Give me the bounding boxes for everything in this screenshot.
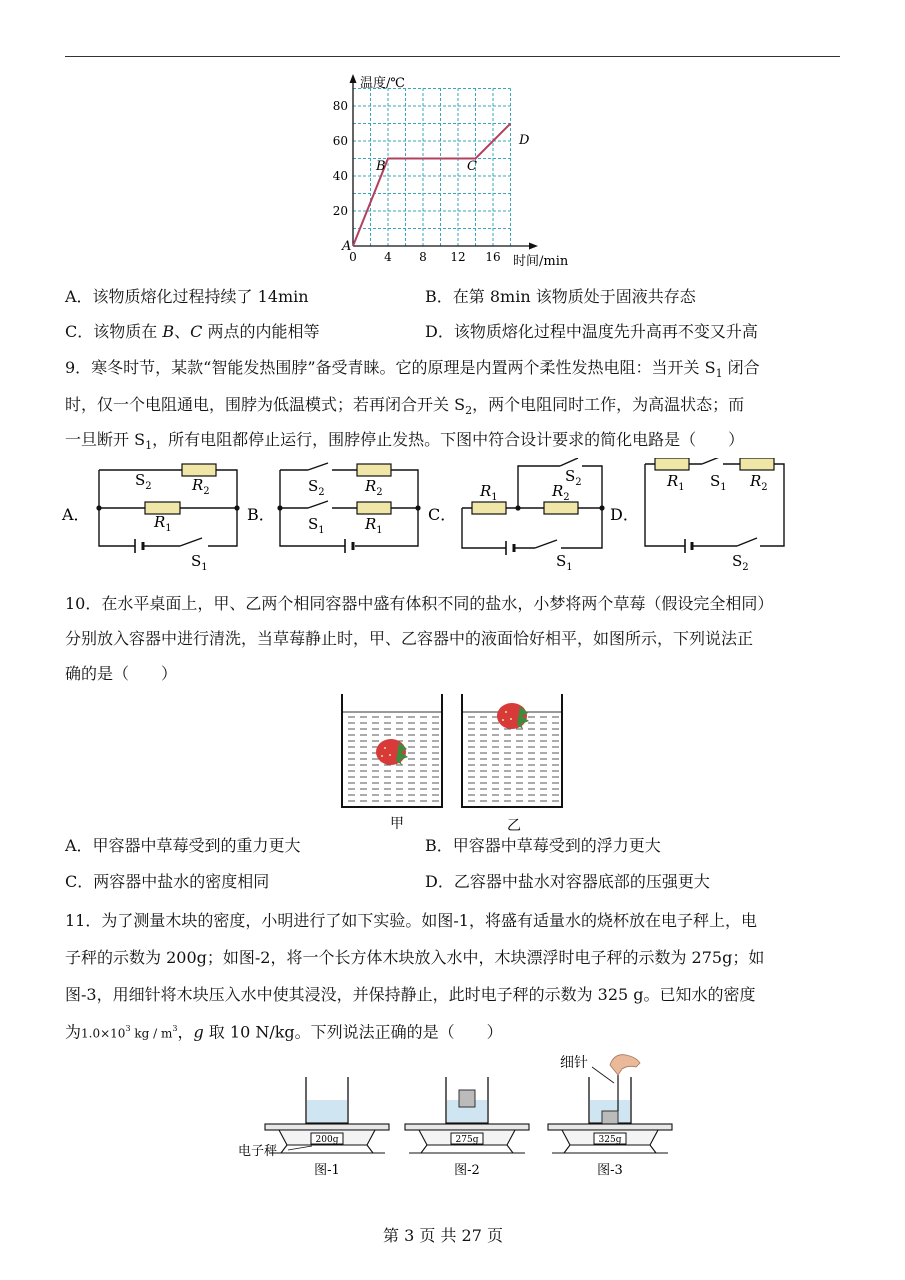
q10-line-3: 确的是（ ） — [65, 664, 178, 683]
q9-line-1: 9．寒冬时节，某款“智能发热围脖”备受青睐。它的原理是内置两个柔性发热电阻：当开关 $S_1$ 闭合 — [65, 358, 760, 381]
circuit-a-switch-s1 — [180, 538, 202, 546]
q11-line-4: 为$1.0\times 10^3$ kg / $m^3$，g 取 10 N/kg。下列说法正确的是（ ） — [65, 1022, 503, 1042]
svg-text:S1: $S_1$ — [191, 552, 208, 573]
scale-platform — [265, 1124, 389, 1130]
svg-text:R1: $R_1$ — [154, 513, 172, 534]
x-tick-label: 12 — [450, 250, 466, 264]
circuit-c-r2 — [544, 502, 578, 514]
page-footer: 第 3 页 共 27 页 — [383, 1226, 503, 1245]
y-tick-label: 60 — [332, 134, 348, 148]
svg-text:R2: $R_2$ — [552, 482, 570, 503]
x-tick-label: 16 — [485, 250, 501, 264]
x-tick-label: 8 — [419, 250, 427, 264]
option-b-label: B． — [247, 505, 275, 524]
scale-label-pointer — [288, 1146, 312, 1150]
svg-text:R1: $R_1$ — [480, 482, 498, 503]
svg-text:S1: $S_1$ — [308, 515, 325, 536]
x-tick-label: 4 — [384, 250, 392, 264]
wood-block — [459, 1090, 475, 1107]
svg-text:R1: $R_1$ — [365, 515, 383, 536]
y-tick-label: 40 — [332, 169, 348, 183]
circuit-d-switch-s2 — [737, 538, 757, 546]
point-label-d: D — [519, 133, 530, 148]
svg-text:S1: $S_1$ — [710, 472, 727, 493]
q10-line-1: 10．在水平桌面上，甲、乙两个相同容器中盛有体积不同的盐水，小梦将两个草莓（假设完全相同） — [65, 594, 774, 613]
q10-line-2: 分别放入容器中进行清洗，当草莓静止时，甲、乙容器中的液面恰好相平，如图所示，下列说法正 — [65, 629, 754, 648]
svg-text:R2: $R_2$ — [750, 472, 768, 493]
figure-label: 图-1 — [314, 1163, 340, 1178]
label-yi: 乙 — [507, 818, 521, 834]
svg-text:S2: $S_2$ — [135, 471, 152, 492]
y-tick-label: 80 — [332, 99, 348, 113]
scale-platform — [405, 1124, 529, 1130]
q10-option-b: B．甲容器中草莓受到的浮力更大 — [425, 836, 661, 855]
x-axis-label: 时间/min — [513, 254, 569, 269]
svg-text:S2: $S_2$ — [732, 552, 749, 573]
scale-figure-3 — [548, 1077, 672, 1178]
q8-option-d: D．该物质熔化过程中温度先升高再不变又升高 — [425, 322, 758, 341]
hand-icon — [610, 1055, 640, 1075]
circuit-d-r2 — [740, 458, 774, 470]
svg-text:S1: $S_1$ — [556, 552, 573, 573]
svg-text:R2: $R_2$ — [365, 477, 383, 498]
q8-option-a: A．该物质熔化过程持续了 14min — [65, 287, 309, 306]
circuit-b-switch-s1 — [308, 501, 328, 508]
q11-line-1: 11．为了测量木块的密度，小明进行了如下实验。如图-1，将盛有适量水的烧杯放在电子秤上，电 — [65, 911, 757, 930]
circuit-b-switch-s2 — [308, 463, 328, 470]
q10-containers — [335, 690, 570, 835]
temperature-curve — [353, 124, 511, 247]
option-a-label: A． — [62, 505, 90, 524]
q10-option-a: A．甲容器中草莓受到的重力更大 — [65, 836, 301, 855]
scale-label: 电子秤 — [238, 1144, 278, 1159]
point-label-c: C — [467, 159, 477, 174]
needle-label-pointer — [592, 1067, 614, 1083]
y-tick-label: 20 — [332, 204, 348, 218]
scale-reading: 325g — [598, 1135, 622, 1145]
q10-option-c: C．两容器中盐水的密度相同 — [65, 872, 270, 891]
circuit-d-switch-s1 — [702, 458, 722, 464]
scale-figure-2 — [405, 1077, 529, 1178]
y-axis-label: 温度/℃ — [360, 76, 405, 91]
svg-text:S2: $S_2$ — [565, 467, 582, 488]
q9-circuits — [60, 458, 805, 576]
point-label-b: B — [376, 159, 386, 174]
needle-label: 细针 — [560, 1055, 588, 1071]
scale-platform — [548, 1124, 672, 1130]
scale-feet — [269, 1145, 385, 1153]
circuit-a-r2 — [182, 464, 216, 476]
header-rule — [65, 56, 840, 57]
scale-feet — [552, 1145, 668, 1153]
label-jia: 甲 — [390, 816, 404, 832]
q11-figures — [230, 1045, 675, 1190]
svg-text:R1: $R_1$ — [667, 472, 685, 493]
circuit-b-r1 — [357, 502, 391, 514]
svg-text:S2: $S_2$ — [308, 477, 325, 498]
circuit-b-wires — [280, 470, 418, 546]
option-d-label: D． — [610, 505, 639, 524]
circuit-d-r1 — [655, 458, 689, 470]
melting-graph — [330, 70, 580, 270]
x-axis-arrow — [529, 243, 538, 250]
scale-figure-1 — [265, 1077, 389, 1178]
q11-line-3: 图-3，用细针将木块压入水中使其浸没，并保持静止，此时电子秤的示数为 325 g。已知水的密度 — [65, 985, 756, 1004]
y-axis-arrow — [350, 74, 357, 83]
scale-reading: 275g — [455, 1135, 479, 1145]
figure-label: 图-3 — [597, 1163, 623, 1178]
point-label-a: A — [342, 239, 352, 254]
x-tick-label: 0 — [349, 250, 357, 264]
scale-feet — [409, 1145, 525, 1153]
circuit-c-switch-s2 — [560, 458, 578, 466]
q8-option-b: B．在第 8min 该物质处于固液共存态 — [425, 287, 696, 306]
q10-option-d: D．乙容器中盐水对容器底部的压强更大 — [425, 872, 710, 891]
circuit-b-r2 — [357, 464, 391, 476]
figure-label: 图-2 — [454, 1163, 480, 1178]
q9-line-3: 一旦断开 $S_1$，所有电阻都停止运行，围脖停止发热。下图中符合设计要求的简化电路是（ ） — [65, 430, 745, 453]
beaker-water — [307, 1100, 347, 1122]
q9-line-2: 时，仅一个电阻通电，围脖为低温模式；若再闭合开关 $S_2$，两个电阻同时工作，为高温状态；而 — [65, 395, 745, 418]
circuit-c-r1 — [472, 502, 506, 514]
option-c-label: C． — [428, 505, 457, 524]
q8-option-c: C．该物质在 B、C 两点的内能相等 — [65, 322, 320, 341]
circuit-c-switch-s1 — [535, 540, 557, 548]
svg-text:R2: $R_2$ — [192, 476, 210, 497]
q11-line-2: 子秤的示数为 200g；如图-2，将一个长方体木块放入水中，木块漂浮时电子秤的示数为 275g；如 — [65, 948, 765, 967]
scale-reading: 200g — [315, 1135, 339, 1145]
